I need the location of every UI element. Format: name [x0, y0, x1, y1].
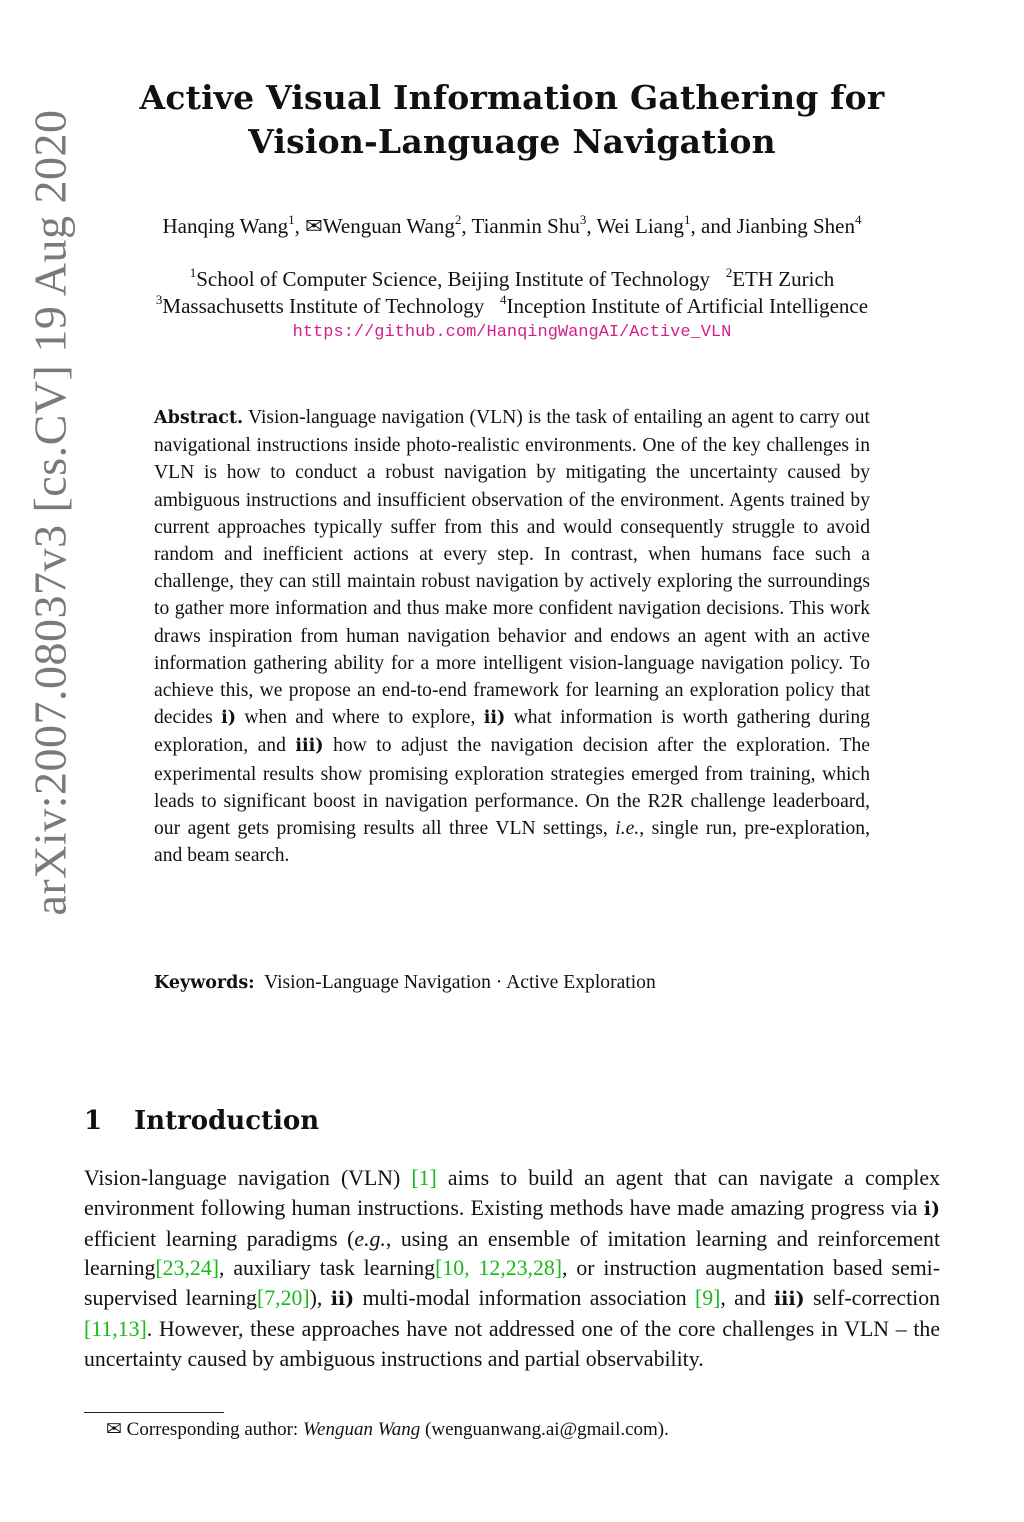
author-name: Tianmin Shu — [471, 214, 580, 238]
affiliation: School of Computer Science, Beijing Institute of Technology — [196, 267, 710, 291]
envelope-icon: ✉ — [106, 1419, 122, 1440]
section-heading — [84, 1106, 319, 1136]
arxiv-identifier — [20, 72, 80, 952]
section-number: 1 — [84, 1106, 103, 1136]
body-text: Vision-language navigation (VLN) — [84, 1166, 401, 1190]
body-text: aims to build an agent that can navigate a complex environment following human instructions. Existing methods have made amazing progress via — [84, 1166, 941, 1220]
footnote-divider — [84, 1412, 224, 1413]
author-name: Hanqing Wang — [162, 214, 289, 238]
enumeration-marker: i) — [221, 708, 237, 729]
paper-title-line-1: Active Visual Information Gathering for — [139, 78, 885, 117]
author-separator: , — [294, 214, 306, 238]
abstract-label: Abstract. — [154, 408, 244, 428]
enumeration-marker: i) — [923, 1197, 940, 1220]
body-text: , auxiliary task learning — [218, 1256, 436, 1281]
citation-link[interactable]: [11,13] — [84, 1316, 147, 1341]
citation-link[interactable]: [1] — [411, 1166, 437, 1190]
affiliation-mark: 3 — [155, 292, 163, 307]
enumeration-marker: ii) — [483, 708, 506, 729]
footnote-author: Wenguan Wang — [302, 1419, 421, 1440]
footnote — [106, 1418, 926, 1441]
author-separator: , — [586, 214, 597, 238]
abstract-text: Vision-language navigation (VLN) is the task of entailing an agent to carry out navigational instructions inside photo-realistic environments. One of the key challenges in VLN is how to conduct a robust navigation by mitigating the uncertainty caused by ambiguous instructions and insufficient observation of the environment. Agents trained by current approaches typically suffer from this and would consequently struggle to avoid random and inefficient actions at every step. In contrast, when humans face such a challenge, they can still maintain robust navigation by actively exploring the surroundings to gather more information and thus make more confident navigation decisions. This work draws inspiration from human navigation behavior and endows an agent with an active information gathering ability for a more intelligent vision-language navigation policy. To achieve this, we propose an end-to-end framework for learning an exploration policy that decides — [154, 407, 870, 729]
author-affiliation-mark: 1 — [684, 212, 691, 227]
affiliation-mark: 1 — [189, 265, 197, 280]
affiliation: Massachusetts Institute of Technology — [162, 294, 485, 318]
citation-link[interactable]: [9] — [694, 1286, 721, 1311]
author-name: Jianbing Shen — [736, 214, 855, 238]
author-list — [80, 214, 944, 239]
body-text: , or instruction augmentation based semi-supervised learning — [84, 1256, 940, 1311]
affiliation: Inception Institute of Artificial Intelligence — [506, 294, 869, 318]
citation-link[interactable]: [23,24] — [155, 1256, 219, 1281]
author-affiliation-mark: 1 — [288, 212, 295, 227]
repository-link[interactable]: https://github.com/HanqingWangAI/Active_VLN — [292, 323, 732, 342]
body-abbreviation: e.g. — [354, 1226, 386, 1251]
body-text: multi-modal information association — [362, 1286, 687, 1311]
citation-link[interactable]: [7,20] — [256, 1286, 310, 1311]
author-affiliation-mark: 2 — [454, 212, 462, 227]
author-name: Wei Liang — [596, 214, 684, 238]
envelope-icon: ✉ — [305, 214, 323, 238]
keywords — [154, 972, 870, 994]
section-title: Introduction — [134, 1106, 320, 1136]
footnote-text: Corresponding author: — [126, 1419, 299, 1440]
paper-title-line-2: Vision-Language Navigation — [248, 122, 776, 161]
body-text: efficient learning paradigms ( — [84, 1226, 355, 1251]
body-text: ), — [309, 1286, 323, 1311]
affiliation-mark: 4 — [500, 292, 507, 307]
body-text: , using an ensemble of imitation learning and reinforcement learning — [84, 1226, 941, 1281]
paper-title — [110, 76, 914, 164]
affiliation-line — [80, 294, 944, 319]
introduction-paragraph — [84, 1164, 940, 1375]
body-text: . However, these approaches have not addressed one of the core challenges in VLN – the uncertainty caused by ambiguous instructions and partial observability. — [84, 1316, 940, 1371]
footnote-email: (wenguanwang.ai@gmail.com). — [425, 1419, 669, 1440]
enumeration-marker: iii) — [295, 736, 324, 757]
abstract-text: how to adjust the navigation decision after the exploration. The experimental results show promising exploration strategies emerged from training, which leads to significant boost in navigation performance. On the R2R challenge leaderboard, our agent gets promising results all three VLN settings, — [154, 735, 870, 840]
abstract — [154, 404, 870, 869]
arxiv-identifier-text: arXiv:2007.08037v3 [cs.CV] 19 Aug 2020 — [24, 108, 76, 916]
author-affiliation-mark: 4 — [855, 212, 862, 227]
keywords-label: Keywords: — [154, 973, 255, 993]
abstract-text: when and where to explore, — [244, 707, 476, 729]
citation-link[interactable]: [10, 12,23,28] — [435, 1256, 563, 1281]
affiliation-line — [80, 267, 944, 292]
body-text: , and — [720, 1286, 766, 1311]
affiliation: ETH Zurich — [732, 267, 835, 291]
abstract-text: , single run, pre-exploration, and beam search. — [154, 818, 870, 867]
affiliation-mark: 2 — [725, 265, 733, 280]
abstract-abbreviation: i.e. — [615, 818, 640, 840]
keywords-text: Vision-Language Navigation · Active Exploration — [264, 972, 656, 993]
author-affiliation-mark: 3 — [579, 212, 587, 227]
body-text: self-correction — [812, 1286, 941, 1311]
enumeration-marker: ii) — [330, 1288, 355, 1311]
author-name: Wenguan Wang — [322, 214, 455, 238]
author-separator: , and — [690, 214, 737, 238]
enumeration-marker: iii) — [773, 1288, 805, 1311]
author-separator: , — [461, 214, 472, 238]
abstract-text: what information is worth gathering during exploration, and — [154, 707, 870, 757]
